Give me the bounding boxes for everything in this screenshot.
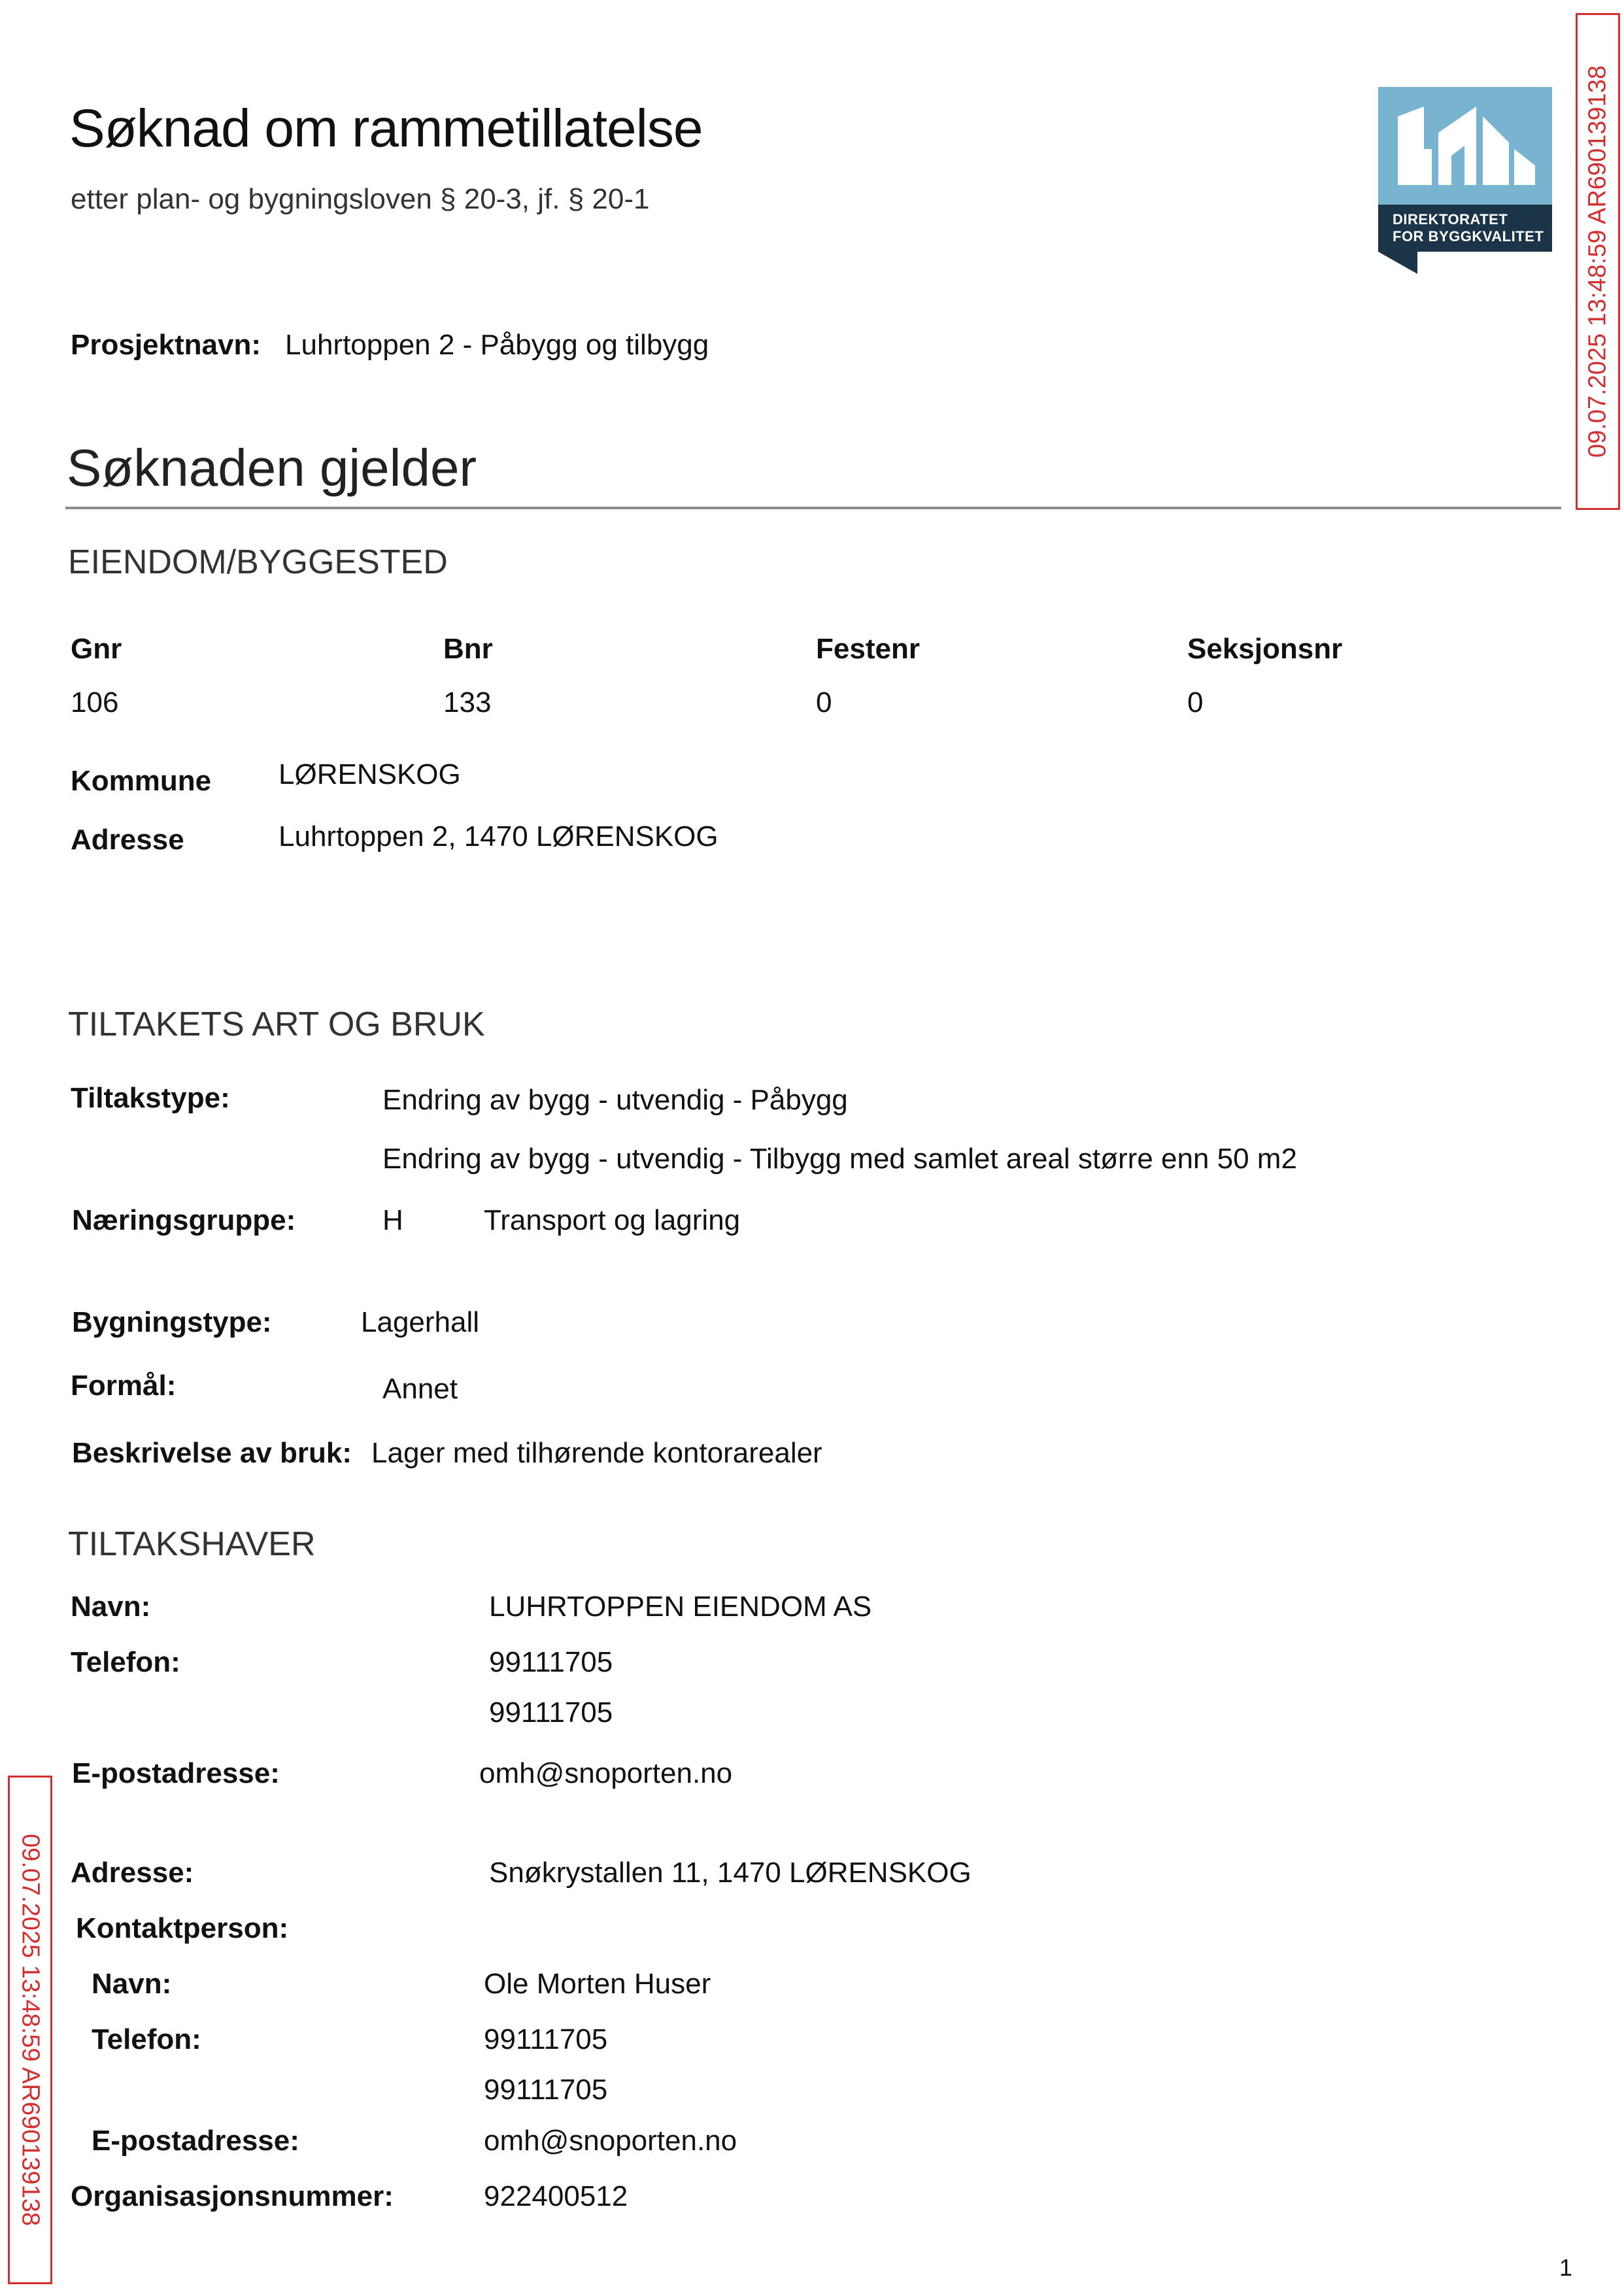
kommune-value: LØRENSKOG [279, 758, 461, 790]
bygningstype-value: Lagerhall [361, 1306, 480, 1338]
owner-address-value: Snøkrystallen 11, 1470 LØRENSKOG [489, 1857, 972, 1889]
adresse-label: Adresse [71, 824, 184, 856]
page-number: 1 [1559, 2254, 1573, 2281]
naeringsgruppe-value: Transport og lagring [484, 1204, 741, 1236]
dibk-logo-graphic [1378, 87, 1552, 274]
section-heading: Søknaden gjelder [67, 439, 477, 497]
bnr-label: Bnr [443, 633, 493, 665]
bnr-value: 133 [443, 686, 492, 718]
festenr-label: Festenr [816, 633, 920, 665]
festenr-value: 0 [816, 686, 832, 718]
contact-phone-label: Telefon: [92, 2023, 201, 2055]
page-title: Søknad om rammetillatelse [69, 99, 703, 158]
contact-name-label: Navn: [92, 1968, 172, 2000]
beskrivelse-label: Beskrivelse av bruk: [72, 1437, 352, 1469]
adresse-value: Luhrtoppen 2, 1470 LØRENSKOG [279, 820, 719, 852]
owner-name-value: LUHRTOPPEN EIENDOM AS [489, 1591, 872, 1623]
contact-email-value: omh@snoporten.no [484, 2125, 737, 2157]
owner-phone-1: 99111705 [489, 1646, 613, 1678]
owner-address-label: Adresse: [71, 1857, 194, 1889]
section-divider [65, 507, 1561, 509]
owner-email-label: E-postadresse: [72, 1757, 280, 1789]
archive-stamp-top-text: 09.07.2025 13:48:59 AR690139138 [1583, 65, 1612, 458]
tiltakstype-label: Tiltakstype: [71, 1082, 230, 1114]
bygningstype-label: Bygningstype: [72, 1306, 272, 1338]
project-name-label: Prosjektnavn: [71, 329, 261, 361]
owner-phone-2: 99111705 [489, 1696, 613, 1729]
project-name-value: Luhrtoppen 2 - Påbygg og tilbygg [285, 329, 709, 361]
orgnr-value: 922400512 [484, 2180, 628, 2212]
tiltakstype-value-2: Endring av bygg - utvendig - Tilbygg med samlet areal større enn 50 m2 [382, 1143, 1297, 1175]
gnr-value: 106 [71, 686, 119, 718]
property-heading: EIENDOM/BYGGESTED [68, 543, 448, 581]
gnr-label: Gnr [71, 633, 122, 665]
logo-text-line2: FOR BYGGKVALITET [1393, 228, 1544, 245]
owner-name-label: Navn: [71, 1591, 151, 1623]
contact-phone-2: 99111705 [484, 2074, 608, 2106]
owner-email-value: omh@snoporten.no [479, 1757, 733, 1789]
logo-text-line1: DIREKTORATET [1393, 211, 1508, 228]
beskrivelse-value: Lager med tilhørende kontorarealer [371, 1437, 822, 1469]
page-subtitle: etter plan- og bygningsloven § 20-3, jf. § 20-1 [71, 183, 650, 215]
contact-name-value: Ole Morten Huser [484, 1968, 711, 2000]
formal-value: Annet [382, 1373, 458, 1405]
archive-stamp-top [1576, 13, 1620, 510]
contact-person-label: Kontaktperson: [76, 1912, 289, 1944]
owner-phone-label: Telefon: [71, 1646, 180, 1678]
naeringsgruppe-label: Næringsgruppe: [72, 1204, 296, 1236]
tiltakstype-value-1: Endring av bygg - utvendig - Påbygg [382, 1084, 848, 1116]
formal-label: Formål: [71, 1370, 177, 1402]
contact-phone-1: 99111705 [484, 2023, 608, 2055]
archive-stamp-bottom-text: 09.07.2025 13:48:59 AR690139138 [16, 1833, 44, 2227]
contact-email-label: E-postadresse: [92, 2125, 299, 2157]
dibk-logo [1378, 87, 1552, 274]
seksjonsnr-value: 0 [1187, 686, 1204, 718]
archive-stamp-bottom [8, 1776, 52, 2284]
measure-heading: TILTAKETS ART OG BRUK [68, 1005, 485, 1043]
orgnr-label: Organisasjonsnummer: [71, 2180, 394, 2212]
kommune-label: Kommune [71, 765, 212, 797]
owner-heading: TILTAKSHAVER [68, 1525, 316, 1563]
naeringsgruppe-code: H [382, 1204, 403, 1236]
seksjonsnr-label: Seksjonsnr [1187, 633, 1343, 665]
